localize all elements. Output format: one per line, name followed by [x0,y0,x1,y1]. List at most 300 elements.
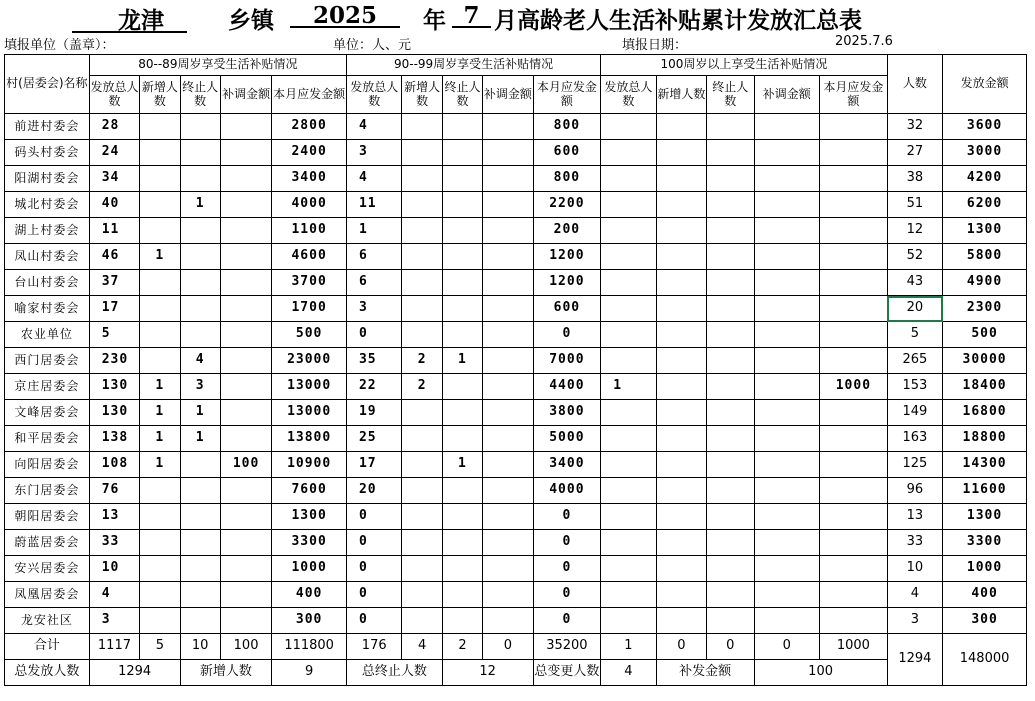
village-name-cell[interactable]: 凤凰居委会 [5,582,90,608]
data-cell[interactable]: 0 [346,322,401,348]
data-cell[interactable]: 1700 [272,296,347,322]
data-cell[interactable]: 46 [89,244,139,270]
village-name-cell[interactable]: 码头村委会 [5,140,90,166]
data-cell[interactable] [140,608,180,634]
data-cell[interactable] [820,452,888,478]
data-cell[interactable] [820,400,888,426]
data-cell[interactable]: 2 [402,348,442,374]
village-name-cell[interactable]: 农业单位 [5,322,90,348]
data-cell[interactable]: 1300 [272,504,347,530]
data-cell[interactable] [220,322,271,348]
data-cell[interactable]: 1000 [272,556,347,582]
data-cell[interactable] [220,504,271,530]
data-cell[interactable] [442,322,482,348]
data-cell[interactable]: 24 [89,140,139,166]
data-cell[interactable]: 1 [140,426,180,452]
data-cell[interactable]: 400 [943,582,1027,608]
data-cell[interactable]: 3000 [943,140,1027,166]
data-cell[interactable]: 163 [887,426,942,452]
data-cell[interactable] [180,452,220,478]
data-cell[interactable] [707,478,754,504]
data-cell[interactable] [402,296,442,322]
data-cell[interactable] [656,504,706,530]
data-cell[interactable] [402,582,442,608]
village-name-cell[interactable]: 前进村委会 [5,114,90,140]
data-cell[interactable] [180,140,220,166]
data-cell[interactable]: 33 [887,530,942,556]
data-cell[interactable] [483,582,533,608]
data-cell[interactable] [754,140,820,166]
data-cell[interactable] [754,608,820,634]
data-cell[interactable] [754,322,820,348]
data-cell[interactable] [483,348,533,374]
data-cell[interactable]: 800 [533,114,601,140]
data-cell[interactable]: 12 [887,218,942,244]
data-cell[interactable]: 4 [89,582,139,608]
data-cell[interactable] [601,322,656,348]
village-name-cell[interactable]: 龙安社区 [5,608,90,634]
data-cell[interactable]: 300 [943,608,1027,634]
data-cell[interactable]: 2400 [272,140,347,166]
data-cell[interactable] [601,192,656,218]
data-cell[interactable]: 1 [140,400,180,426]
data-cell[interactable]: 28 [89,114,139,140]
data-cell[interactable] [140,218,180,244]
data-cell[interactable] [754,556,820,582]
data-cell[interactable] [820,166,888,192]
data-cell[interactable]: 130 [89,400,139,426]
data-cell[interactable]: 5 [887,322,942,348]
data-cell[interactable] [442,140,482,166]
data-cell[interactable] [820,140,888,166]
data-cell[interactable] [656,400,706,426]
data-cell[interactable]: 22 [346,374,401,400]
data-cell[interactable] [707,530,754,556]
data-cell[interactable] [707,114,754,140]
data-cell[interactable] [442,296,482,322]
data-cell[interactable]: 4000 [272,192,347,218]
data-cell[interactable] [601,270,656,296]
data-cell[interactable] [707,504,754,530]
data-cell[interactable] [442,478,482,504]
data-cell[interactable] [483,322,533,348]
data-cell[interactable] [754,348,820,374]
data-cell[interactable]: 40 [89,192,139,218]
data-cell[interactable]: 0 [533,504,601,530]
data-cell[interactable] [820,504,888,530]
data-cell[interactable] [140,140,180,166]
data-cell[interactable] [483,374,533,400]
data-cell[interactable]: 5000 [533,426,601,452]
summary-end-value[interactable]: 12 [442,660,533,686]
data-cell[interactable]: 230 [89,348,139,374]
data-cell[interactable] [220,166,271,192]
data-cell[interactable] [442,530,482,556]
data-cell[interactable] [483,452,533,478]
data-cell[interactable] [140,270,180,296]
data-cell[interactable]: 4900 [943,270,1027,296]
data-cell[interactable] [220,296,271,322]
data-cell[interactable] [180,114,220,140]
data-cell[interactable] [707,192,754,218]
data-cell[interactable] [601,608,656,634]
data-cell[interactable]: 3 [89,608,139,634]
data-cell[interactable]: 2200 [533,192,601,218]
data-cell[interactable] [754,114,820,140]
data-cell[interactable] [483,296,533,322]
data-cell[interactable] [402,114,442,140]
data-cell[interactable] [601,530,656,556]
data-cell[interactable] [402,608,442,634]
total-cell[interactable]: 111800 [272,634,347,660]
data-cell[interactable] [656,478,706,504]
data-cell[interactable]: 3400 [533,452,601,478]
data-cell[interactable] [180,582,220,608]
data-cell[interactable] [442,504,482,530]
data-cell[interactable]: 1300 [943,218,1027,244]
data-cell[interactable]: 0 [533,608,601,634]
data-cell[interactable] [220,348,271,374]
data-cell[interactable] [754,478,820,504]
data-cell[interactable]: 3 [887,608,942,634]
data-cell[interactable]: 265 [887,348,942,374]
data-cell[interactable] [220,192,271,218]
data-cell[interactable]: 1 [140,244,180,270]
data-cell[interactable] [601,244,656,270]
data-cell[interactable] [754,166,820,192]
data-cell[interactable] [820,426,888,452]
data-cell[interactable]: 51 [887,192,942,218]
data-cell[interactable]: 11600 [943,478,1027,504]
data-cell[interactable] [754,374,820,400]
data-cell[interactable] [483,478,533,504]
data-cell[interactable] [220,478,271,504]
data-cell[interactable] [483,114,533,140]
summary-change-label[interactable]: 总变更人数 [533,660,601,686]
data-cell[interactable] [707,296,754,322]
data-cell[interactable] [442,218,482,244]
data-cell[interactable]: 5800 [943,244,1027,270]
data-cell[interactable]: 20 [887,296,942,322]
data-cell[interactable]: 1000 [943,556,1027,582]
data-cell[interactable]: 1 [442,348,482,374]
data-cell[interactable] [402,218,442,244]
data-cell[interactable] [707,140,754,166]
data-cell[interactable]: 4 [346,114,401,140]
data-cell[interactable]: 3600 [943,114,1027,140]
data-cell[interactable] [820,270,888,296]
data-cell[interactable] [754,244,820,270]
village-name-cell[interactable]: 喻家村委会 [5,296,90,322]
data-cell[interactable]: 0 [533,322,601,348]
data-cell[interactable] [601,400,656,426]
data-cell[interactable] [754,218,820,244]
data-cell[interactable]: 3 [346,296,401,322]
data-cell[interactable]: 1300 [943,504,1027,530]
data-cell[interactable] [754,270,820,296]
data-cell[interactable] [754,530,820,556]
data-cell[interactable] [656,270,706,296]
village-name-cell[interactable]: 文峰居委会 [5,400,90,426]
data-cell[interactable] [180,530,220,556]
data-cell[interactable] [601,556,656,582]
village-name-cell[interactable]: 蔚蓝居委会 [5,530,90,556]
data-cell[interactable] [754,582,820,608]
data-cell[interactable] [483,608,533,634]
data-cell[interactable] [707,374,754,400]
data-cell[interactable]: 27 [887,140,942,166]
data-cell[interactable]: 18800 [943,426,1027,452]
data-cell[interactable] [656,296,706,322]
village-name-cell[interactable]: 安兴居委会 [5,556,90,582]
data-cell[interactable]: 37 [89,270,139,296]
data-cell[interactable] [442,270,482,296]
data-cell[interactable]: 3700 [272,270,347,296]
data-cell[interactable]: 43 [887,270,942,296]
total-cell[interactable]: 0 [754,634,820,660]
data-cell[interactable] [220,608,271,634]
data-cell[interactable] [601,504,656,530]
summary-new-label[interactable]: 新增人数 [180,660,272,686]
data-cell[interactable] [820,322,888,348]
data-cell[interactable] [402,322,442,348]
summary-total-label[interactable]: 总发放人数 [5,660,90,686]
data-cell[interactable] [601,426,656,452]
data-cell[interactable] [601,452,656,478]
data-cell[interactable] [820,478,888,504]
total-cell[interactable]: 4 [402,634,442,660]
data-cell[interactable] [483,426,533,452]
data-cell[interactable]: 18400 [943,374,1027,400]
village-name-cell[interactable]: 城北村委会 [5,192,90,218]
data-cell[interactable] [140,192,180,218]
data-cell[interactable]: 600 [533,296,601,322]
data-cell[interactable]: 10 [89,556,139,582]
data-cell[interactable] [601,140,656,166]
data-cell[interactable]: 0 [346,608,401,634]
data-cell[interactable] [483,140,533,166]
data-cell[interactable]: 0 [533,530,601,556]
data-cell[interactable]: 108 [89,452,139,478]
data-cell[interactable] [442,556,482,582]
data-cell[interactable]: 1 [442,452,482,478]
data-cell[interactable] [220,374,271,400]
data-cell[interactable] [180,322,220,348]
data-cell[interactable] [402,426,442,452]
data-cell[interactable]: 100 [220,452,271,478]
village-name-cell[interactable]: 京庄居委会 [5,374,90,400]
data-cell[interactable] [442,374,482,400]
data-cell[interactable]: 500 [272,322,347,348]
village-name-cell[interactable]: 凤山村委会 [5,244,90,270]
data-cell[interactable] [483,218,533,244]
data-cell[interactable] [220,582,271,608]
data-cell[interactable] [402,400,442,426]
data-cell[interactable] [483,504,533,530]
data-cell[interactable] [402,140,442,166]
data-cell[interactable] [656,166,706,192]
data-cell[interactable] [483,270,533,296]
data-cell[interactable] [220,400,271,426]
data-cell[interactable]: 200 [533,218,601,244]
data-cell[interactable]: 34 [89,166,139,192]
data-cell[interactable] [707,322,754,348]
data-cell[interactable] [140,478,180,504]
data-cell[interactable] [820,192,888,218]
data-cell[interactable] [601,478,656,504]
data-cell[interactable]: 0 [533,556,601,582]
data-cell[interactable] [402,530,442,556]
data-cell[interactable] [442,192,482,218]
data-cell[interactable] [820,556,888,582]
data-cell[interactable] [754,400,820,426]
total-cell[interactable]: 100 [220,634,271,660]
data-cell[interactable] [707,348,754,374]
data-cell[interactable] [656,608,706,634]
data-cell[interactable]: 125 [887,452,942,478]
total-cell[interactable]: 1000 [820,634,888,660]
data-cell[interactable]: 1 [601,374,656,400]
total-cell[interactable]: 2 [442,634,482,660]
data-cell[interactable] [601,166,656,192]
data-cell[interactable] [707,426,754,452]
data-cell[interactable]: 13 [887,504,942,530]
data-cell[interactable]: 35 [346,348,401,374]
data-cell[interactable]: 3300 [272,530,347,556]
data-cell[interactable] [442,400,482,426]
data-cell[interactable] [180,504,220,530]
data-cell[interactable]: 600 [533,140,601,166]
data-cell[interactable] [140,504,180,530]
data-cell[interactable] [656,426,706,452]
data-cell[interactable] [220,426,271,452]
data-cell[interactable] [656,140,706,166]
total-cell[interactable]: 1117 [89,634,139,660]
data-cell[interactable] [483,192,533,218]
data-cell[interactable] [656,556,706,582]
data-cell[interactable]: 3400 [272,166,347,192]
data-cell[interactable]: 17 [346,452,401,478]
data-cell[interactable] [707,400,754,426]
data-cell[interactable]: 6 [346,244,401,270]
data-cell[interactable] [656,114,706,140]
data-cell[interactable]: 130 [89,374,139,400]
data-cell[interactable]: 7000 [533,348,601,374]
data-cell[interactable] [402,270,442,296]
data-cell[interactable]: 1 [180,400,220,426]
data-cell[interactable]: 138 [89,426,139,452]
data-cell[interactable]: 2 [402,374,442,400]
data-cell[interactable] [220,140,271,166]
summary-supp-value[interactable]: 100 [754,660,887,686]
data-cell[interactable]: 1 [140,452,180,478]
data-cell[interactable] [140,166,180,192]
data-cell[interactable]: 149 [887,400,942,426]
data-cell[interactable] [707,166,754,192]
data-cell[interactable] [483,530,533,556]
total-cell[interactable]: 1 [601,634,656,660]
data-cell[interactable]: 30000 [943,348,1027,374]
data-cell[interactable]: 1100 [272,218,347,244]
data-cell[interactable] [820,296,888,322]
data-cell[interactable] [754,296,820,322]
data-cell[interactable] [180,478,220,504]
data-cell[interactable]: 1 [140,374,180,400]
data-cell[interactable]: 13800 [272,426,347,452]
data-cell[interactable]: 4000 [533,478,601,504]
data-cell[interactable] [140,556,180,582]
data-cell[interactable]: 0 [346,556,401,582]
data-cell[interactable] [754,504,820,530]
data-cell[interactable] [656,348,706,374]
summary-new-value[interactable]: 9 [272,660,347,686]
data-cell[interactable]: 6 [346,270,401,296]
data-cell[interactable] [442,114,482,140]
data-cell[interactable] [820,582,888,608]
data-cell[interactable]: 10900 [272,452,347,478]
village-name-cell[interactable]: 和平居委会 [5,426,90,452]
data-cell[interactable] [220,556,271,582]
total-cell[interactable]: 176 [346,634,401,660]
data-cell[interactable] [656,530,706,556]
data-cell[interactable] [402,244,442,270]
data-cell[interactable] [656,322,706,348]
data-cell[interactable]: 38 [887,166,942,192]
data-cell[interactable]: 14300 [943,452,1027,478]
data-cell[interactable]: 153 [887,374,942,400]
data-cell[interactable] [140,114,180,140]
data-cell[interactable]: 3 [346,140,401,166]
data-cell[interactable]: 3800 [533,400,601,426]
data-cell[interactable]: 4 [887,582,942,608]
data-cell[interactable]: 1 [180,426,220,452]
data-cell[interactable] [601,218,656,244]
data-cell[interactable] [601,296,656,322]
data-cell[interactable] [707,218,754,244]
data-cell[interactable] [140,348,180,374]
data-cell[interactable]: 1 [346,218,401,244]
data-cell[interactable] [707,608,754,634]
data-cell[interactable] [820,218,888,244]
data-cell[interactable]: 19 [346,400,401,426]
data-cell[interactable]: 4600 [272,244,347,270]
data-cell[interactable]: 10 [887,556,942,582]
summary-end-label[interactable]: 总终止人数 [346,660,442,686]
village-name-cell[interactable]: 西门居委会 [5,348,90,374]
data-cell[interactable] [402,478,442,504]
data-cell[interactable] [402,556,442,582]
data-cell[interactable]: 0 [346,582,401,608]
data-cell[interactable] [820,114,888,140]
data-cell[interactable] [656,582,706,608]
data-cell[interactable] [483,556,533,582]
data-cell[interactable]: 52 [887,244,942,270]
data-cell[interactable] [220,530,271,556]
summary-change-value[interactable]: 4 [601,660,656,686]
data-cell[interactable] [402,504,442,530]
data-cell[interactable] [180,608,220,634]
data-cell[interactable] [180,218,220,244]
data-cell[interactable] [601,114,656,140]
total-cell[interactable]: 0 [483,634,533,660]
data-cell[interactable] [707,244,754,270]
data-cell[interactable] [220,244,271,270]
data-cell[interactable] [442,608,482,634]
data-cell[interactable]: 23000 [272,348,347,374]
data-cell[interactable] [442,426,482,452]
data-cell[interactable]: 7600 [272,478,347,504]
data-cell[interactable]: 33 [89,530,139,556]
